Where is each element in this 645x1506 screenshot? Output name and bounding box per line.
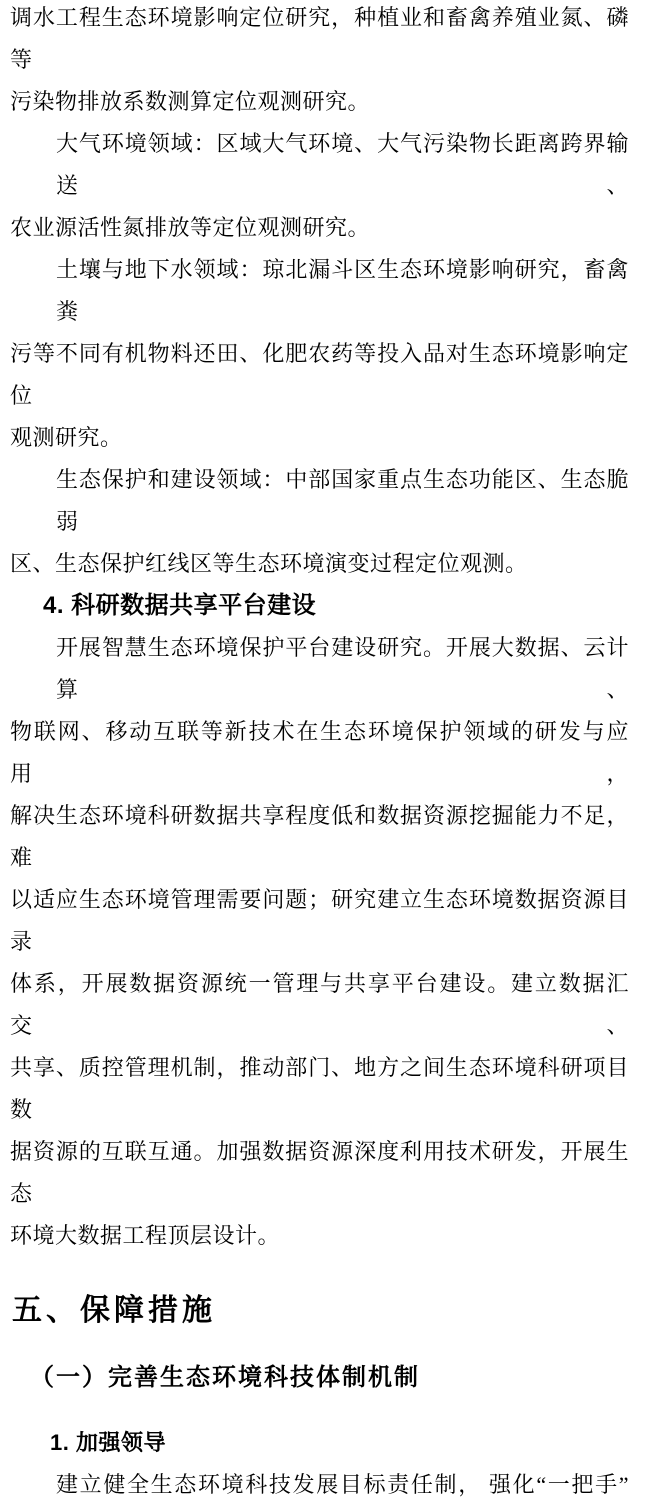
- paragraph-line: 土壤与地下水领域：琼北漏斗区生态环境影响研究，畜禽粪: [56, 257, 629, 324]
- paragraph-line: 污等不同有机物料还田、化肥农药等投入品对生态环境影响定位: [10, 341, 629, 408]
- section-heading: （一）完善生态环境科技体制机制: [30, 1364, 420, 1391]
- numbered-subheading: 1. 加强领导: [50, 1430, 166, 1455]
- paragraph: [10, 459, 629, 585]
- paragraph-line: 体系，开展数据资源统一管理与共享平台建设。建立数据汇交、: [10, 971, 629, 1038]
- paragraph-line: 环境大数据工程顶层设计。: [10, 1223, 281, 1248]
- paragraph-line: 建立健全生态环境科技发展目标责任制， 强化“一把手”: [56, 1472, 629, 1497]
- paragraph-line: 大气环境领域：区域大气环境、大气污染物长距离跨界输送、: [56, 131, 629, 198]
- paragraph-line: 解决生态环境科研数据共享程度低和数据资源挖掘能力不足，难: [10, 803, 629, 870]
- numbered-heading: 4. 科研数据共享平台建设: [43, 592, 317, 619]
- paragraph: [10, 123, 629, 249]
- paragraph-line: 调水工程生态环境影响定位研究，种植业和畜禽养殖业氮、磷等: [10, 5, 629, 72]
- paragraph: [10, 249, 629, 459]
- paragraph-line: 农业源活性氮排放等定位观测研究。: [10, 215, 371, 240]
- paragraph-line: 区、生态保护红线区等生态环境演变过程定位观测。: [10, 551, 528, 576]
- paragraph-line: 以适应生态环境管理需要问题；研究建立生态环境数据资源目录: [10, 887, 629, 954]
- paragraph-line: 共享、质控管理机制，推动部门、地方之间生态环境科研项目数: [10, 1055, 629, 1122]
- chapter-heading: 五、保障措施: [12, 1294, 216, 1327]
- paragraph-line: 据资源的互联互通。加强数据资源深度利用技术研发，开展生态: [10, 1139, 629, 1206]
- paragraph: [10, 1464, 629, 1506]
- paragraph-line: 污染物排放系数测算定位观测研究。: [10, 89, 371, 114]
- paragraph-line: 观测研究。: [10, 425, 123, 450]
- paragraph: [10, 627, 629, 1257]
- paragraph: [10, 0, 629, 123]
- paragraph-line: 生态保护和建设领域：中部国家重点生态功能区、生态脆弱: [56, 467, 629, 534]
- paragraph-line: 物联网、移动互联等新技术在生态环境保护领域的研发与应用，: [10, 719, 629, 786]
- paragraph-line: 开展智慧生态环境保护平台建设研究。开展大数据、云计算、: [56, 635, 629, 702]
